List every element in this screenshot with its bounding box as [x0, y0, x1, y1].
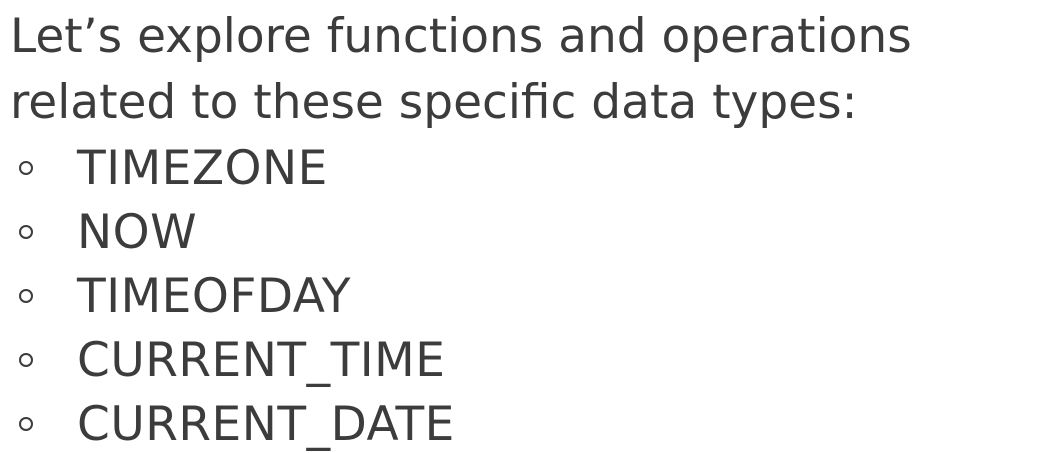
- data-type-list: [10, 136, 1064, 453]
- list-item-current-date: [10, 392, 1064, 453]
- intro-heading: [10, 4, 1064, 136]
- list-item-current-time: [10, 328, 1064, 392]
- list-item-label: NOW: [77, 204, 198, 260]
- circle-bullet-icon: [19, 225, 33, 239]
- list-item-label: TIMEZONE: [77, 140, 328, 196]
- circle-bullet-icon: [19, 161, 33, 175]
- circle-bullet-icon: [19, 289, 33, 303]
- list-item-label: TIMEOFDAY: [77, 268, 351, 324]
- list-item-timezone: [10, 136, 1064, 200]
- circle-bullet-icon: [19, 353, 33, 367]
- list-item-label: CURRENT_DATE: [77, 396, 455, 452]
- list-item-label: CURRENT_TIME: [77, 332, 446, 388]
- intro-line-2: related to these specific data types:: [10, 75, 858, 130]
- circle-bullet-icon: [19, 417, 33, 431]
- list-item-now: [10, 200, 1064, 264]
- intro-line-1: Let’s explore functions and operations: [10, 9, 912, 64]
- list-item-timeofday: [10, 264, 1064, 328]
